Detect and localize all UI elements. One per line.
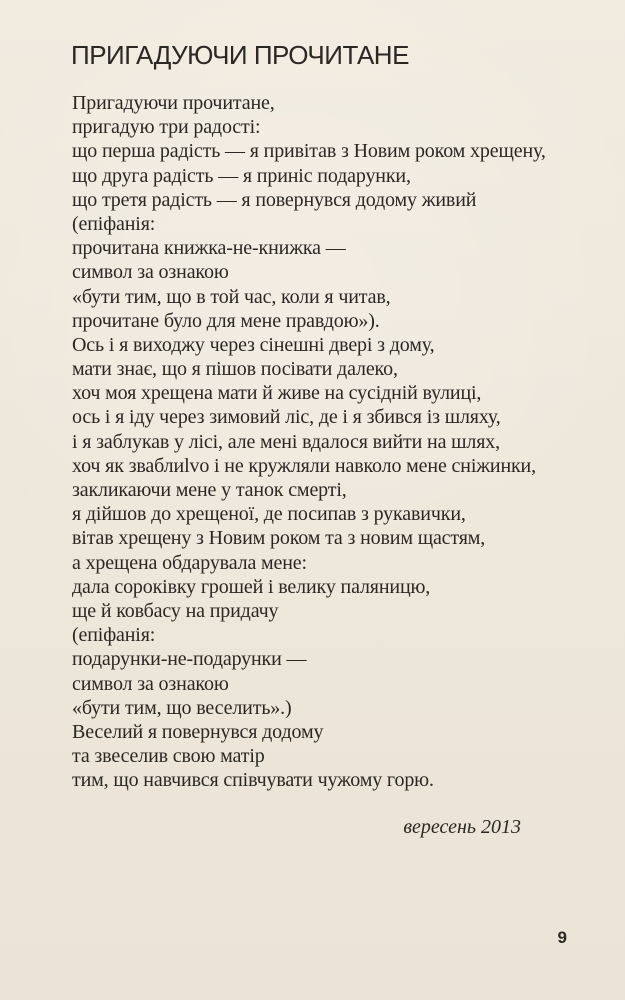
poem-line: подарунки-не-подарунки — — [72, 648, 307, 671]
poem-line: тим, що навчився співчувати чужому горю. — [72, 769, 434, 792]
poem-line: ще й ковбасу на придачу — [72, 599, 279, 622]
poem-line: а хрещена обдарувала мене: — [72, 551, 307, 574]
poem-line: символ за ознакою — [72, 672, 229, 695]
poem-line: що друга радість — я приніс подарунки, — [72, 164, 411, 187]
poem-line: вітав хрещену з Новим роком та з новим щастям, — [72, 527, 486, 550]
page-number: 9 — [557, 928, 567, 947]
poem-line: «бути тим, що веселить».) — [72, 696, 292, 719]
poem-line: Веселий я повернувся додому — [72, 720, 324, 743]
poem-line: та звеселив свою матір — [72, 745, 265, 768]
poem-line: прочитане було для мене правдою»). — [72, 309, 380, 332]
poem-line: що третя радість — я повернувся додому живий — [72, 188, 477, 211]
poem-line: хоч як зваблиlvo і не кружляли навколо мене сніжинки, — [72, 454, 536, 477]
poem-date: вересень 2013 — [403, 816, 521, 838]
poem-line: закликаючи мене у танок смерті, — [72, 479, 347, 501]
poem-line: і я заблукав у лісі, але мені вдалося вийти на шлях, — [72, 430, 500, 453]
poem-text — [72, 91, 546, 792]
poem-line: символ за ознакою — [72, 261, 229, 284]
poem-line: мати знає, що я пішов посівати далеко, — [72, 358, 398, 381]
poem-title: ПРИГАДУЮЧИ ПРОЧИТАНЕ — [71, 40, 409, 70]
poem-line: хоч моя хрещена мати й живе на сусідній вулиці, — [72, 382, 482, 405]
poem-line: Пригадуючи прочитане, — [72, 92, 275, 114]
poem-line: що перша радість — я привітав з Новим роком хрещену, — [72, 140, 546, 163]
poem-line: прочитана книжка-не-книжка — — [72, 237, 346, 260]
poem-line: пригадую три радості: — [72, 116, 261, 139]
poem-line: Ось і я виходжу через сінешні двері з дому, — [72, 333, 435, 356]
poem-line: дала сороківку грошей і велику паляницю, — [72, 575, 431, 598]
poem-line: ось і я іду через зимовий ліс, де і я збився із шляху, — [72, 406, 501, 429]
poem-line: (епіфанія: — [72, 624, 156, 647]
poem-line: «бути тим, що в той час, коли я читав, — [72, 285, 391, 308]
poem-line: (епіфанія: — [72, 212, 156, 235]
poem-line: я дійшов до хрещеної, де посипав з рукавички, — [72, 503, 466, 526]
